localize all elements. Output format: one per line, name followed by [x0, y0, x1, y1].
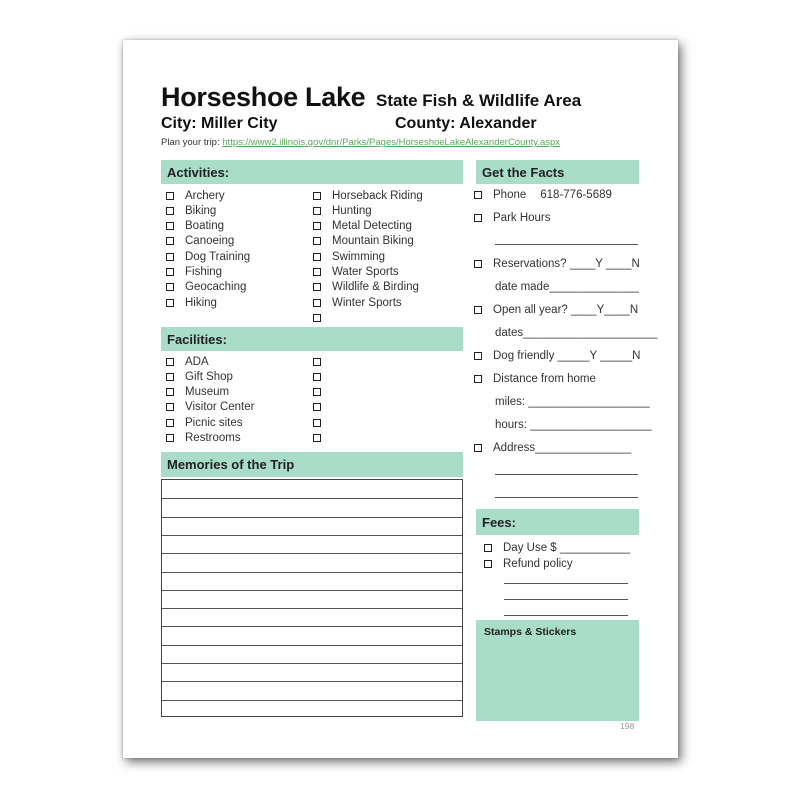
activity-item [313, 265, 399, 280]
activity-checkbox[interactable] [313, 222, 321, 230]
memory-line[interactable] [162, 590, 462, 591]
facility-checkbox[interactable] [313, 373, 321, 381]
facility-checkbox[interactable] [166, 373, 174, 381]
park-hours-label: Park Hours [493, 211, 551, 224]
activity-label: Biking [185, 204, 217, 217]
activity-label: Mountain Biking [332, 235, 414, 248]
plan-trip-link[interactable]: https://www2.illinois.gov/dnr/Parks/Pages/HorseshoeLakeAlexanderCounty.aspx [222, 137, 561, 148]
plan-trip-label: Plan your trip: [161, 137, 220, 148]
facility-item [166, 400, 254, 415]
activities-header: Activities: [161, 160, 463, 184]
activity-label: Dog Training [185, 250, 251, 263]
activity-checkbox[interactable] [166, 283, 174, 291]
activity-label: Winter Sports [332, 296, 402, 309]
activity-checkbox[interactable] [166, 192, 174, 200]
activity-label: Hiking [185, 296, 217, 309]
address-blank-line-2[interactable] [495, 497, 638, 498]
date-made-row [495, 279, 639, 294]
facility-checkbox[interactable] [313, 388, 321, 396]
reservations-label: Reservations? ____Y ____N [493, 257, 640, 270]
park-name-title: Horseshoe Lake [161, 82, 366, 112]
activity-label: Swimming [332, 250, 386, 263]
memories-writing-area[interactable] [161, 479, 463, 717]
park-hours-blank-line[interactable] [495, 244, 638, 245]
facility-checkbox[interactable] [166, 358, 174, 366]
miles-row [495, 394, 650, 409]
activity-label: Metal Detecting [332, 220, 412, 233]
address-checkbox[interactable] [474, 444, 482, 452]
activity-label: Archery [185, 189, 225, 202]
activity-item [166, 219, 224, 234]
facility-label: Gift Shop [185, 370, 233, 383]
facility-item [313, 385, 332, 400]
address-label: Address_______________ [493, 441, 632, 454]
activity-checkbox[interactable] [166, 237, 174, 245]
facility-checkbox[interactable] [166, 419, 174, 427]
activity-checkbox[interactable] [166, 299, 174, 307]
activity-checkbox[interactable] [166, 207, 174, 215]
refund-blank-line-1[interactable] [504, 583, 628, 584]
activity-item [313, 203, 372, 218]
activity-label: Canoeing [185, 235, 235, 248]
phone-checkbox[interactable] [474, 191, 482, 199]
activity-item [313, 188, 423, 203]
miles-label: miles: ___________________ [495, 395, 650, 408]
reservations-checkbox[interactable] [474, 260, 482, 268]
facility-checkbox[interactable] [313, 419, 321, 427]
park-hours-row [474, 210, 551, 225]
memory-line[interactable] [162, 626, 462, 627]
refund-checkbox[interactable] [484, 560, 492, 568]
activity-item [166, 188, 225, 203]
distance-label: Distance from home [493, 372, 596, 385]
facility-item [166, 369, 233, 384]
stamps-stickers-box[interactable] [476, 620, 639, 721]
page-number: 198 [620, 721, 635, 731]
facility-label: Museum [185, 386, 230, 399]
facility-item [166, 354, 209, 369]
activity-item [166, 203, 216, 218]
address-blank-line-1[interactable] [495, 474, 638, 475]
date-made-label: date made______________ [495, 280, 639, 293]
park-hours-checkbox[interactable] [474, 214, 482, 222]
facilities-header: Facilities: [161, 327, 463, 351]
activity-item [313, 280, 419, 295]
activity-item [313, 219, 412, 234]
activity-checkbox[interactable] [166, 222, 174, 230]
address-row [474, 440, 631, 455]
facility-item [313, 415, 332, 430]
open-all-year-label: Open all year? ____Y____N [493, 303, 639, 316]
activity-checkbox[interactable] [313, 268, 321, 276]
hours-label: hours: ___________________ [495, 418, 652, 431]
activity-checkbox[interactable] [166, 268, 174, 276]
dog-friendly-row [474, 348, 640, 363]
plan-trip-line [161, 137, 560, 148]
facility-item [166, 431, 241, 446]
memory-line[interactable] [162, 645, 462, 646]
memories-header: Memories of the Trip [161, 452, 463, 477]
memory-line[interactable] [162, 663, 462, 664]
activity-label: Hunting [332, 204, 372, 217]
memory-line[interactable] [162, 553, 462, 554]
facility-checkbox[interactable] [313, 403, 321, 411]
facility-checkbox[interactable] [166, 434, 174, 442]
facts-header: Get the Facts [476, 160, 639, 184]
city-label: City: Miller City [161, 115, 278, 132]
facility-item [166, 385, 229, 400]
distance-row [474, 371, 596, 386]
activity-item [313, 234, 414, 249]
activity-label: Boating [185, 220, 225, 233]
activity-checkbox[interactable] [313, 283, 321, 291]
facility-label: ADA [185, 355, 209, 368]
memory-line[interactable] [162, 608, 462, 609]
phone-label: Phone [493, 188, 527, 201]
day-use-label: Day Use $ ___________ [503, 541, 631, 554]
facility-checkbox[interactable] [313, 358, 321, 366]
facility-checkbox[interactable] [313, 434, 321, 442]
stamps-stickers-label: Stamps & Stickers [484, 626, 577, 638]
facility-label: Restrooms [185, 432, 241, 444]
fees-header: Fees: [476, 509, 639, 535]
dog-friendly-label: Dog friendly _____Y _____N [493, 349, 641, 362]
refund-row [484, 556, 573, 571]
day-use-checkbox[interactable] [484, 544, 492, 552]
memory-line[interactable] [162, 498, 462, 499]
facility-item [313, 354, 332, 369]
memory-line[interactable] [162, 572, 462, 573]
activity-item [166, 295, 217, 310]
county-label: County: Alexander [395, 115, 537, 132]
activity-item [313, 295, 402, 310]
phone-row [474, 187, 612, 202]
activity-checkbox[interactable] [313, 314, 321, 322]
facility-item [166, 415, 243, 430]
activity-item [313, 249, 385, 264]
activity-checkbox[interactable] [313, 299, 321, 307]
activity-item [313, 310, 332, 325]
memory-line[interactable] [162, 517, 462, 518]
activity-label: Wildlife & Birding [332, 281, 419, 294]
facility-item [313, 400, 332, 415]
memory-line[interactable] [162, 681, 462, 682]
dog-friendly-checkbox[interactable] [474, 352, 482, 360]
activity-checkbox[interactable] [313, 192, 321, 200]
refund-blank-line-2[interactable] [504, 599, 628, 600]
memory-line[interactable] [162, 535, 462, 536]
activity-label: Horseback Riding [332, 189, 423, 202]
activity-item [166, 234, 234, 249]
activity-checkbox[interactable] [313, 237, 321, 245]
facility-item [313, 369, 332, 384]
hours-row [495, 417, 652, 432]
activity-label: Fishing [185, 266, 223, 278]
activity-checkbox[interactable] [166, 253, 174, 261]
reservations-row [474, 256, 640, 271]
activity-label: Geocaching [185, 281, 247, 294]
dates-row [495, 325, 657, 340]
day-use-row [484, 540, 630, 555]
activity-checkbox[interactable] [313, 207, 321, 215]
activity-checkbox[interactable] [313, 253, 321, 261]
distance-checkbox[interactable] [474, 375, 482, 383]
activity-item [166, 249, 250, 264]
facility-label: Picnic sites [185, 416, 243, 429]
refund-blank-line-3[interactable] [504, 615, 628, 616]
phone-number: 618-776-5689 [540, 188, 612, 201]
open-all-year-checkbox[interactable] [474, 306, 482, 314]
activity-item [166, 280, 246, 295]
facility-label: Visitor Center [185, 401, 255, 414]
dates-label: dates_____________________ [495, 326, 658, 339]
open-all-year-row [474, 302, 638, 317]
journal-page [123, 40, 678, 758]
refund-label: Refund policy [503, 557, 573, 570]
activity-item [166, 265, 222, 280]
activity-label: Water Sports [332, 266, 399, 278]
facility-checkbox[interactable] [166, 388, 174, 396]
facility-item [313, 431, 332, 446]
park-type-subtitle: State Fish & Wildlife Area [376, 91, 582, 110]
facility-checkbox[interactable] [166, 403, 174, 411]
memory-line[interactable] [162, 700, 462, 701]
